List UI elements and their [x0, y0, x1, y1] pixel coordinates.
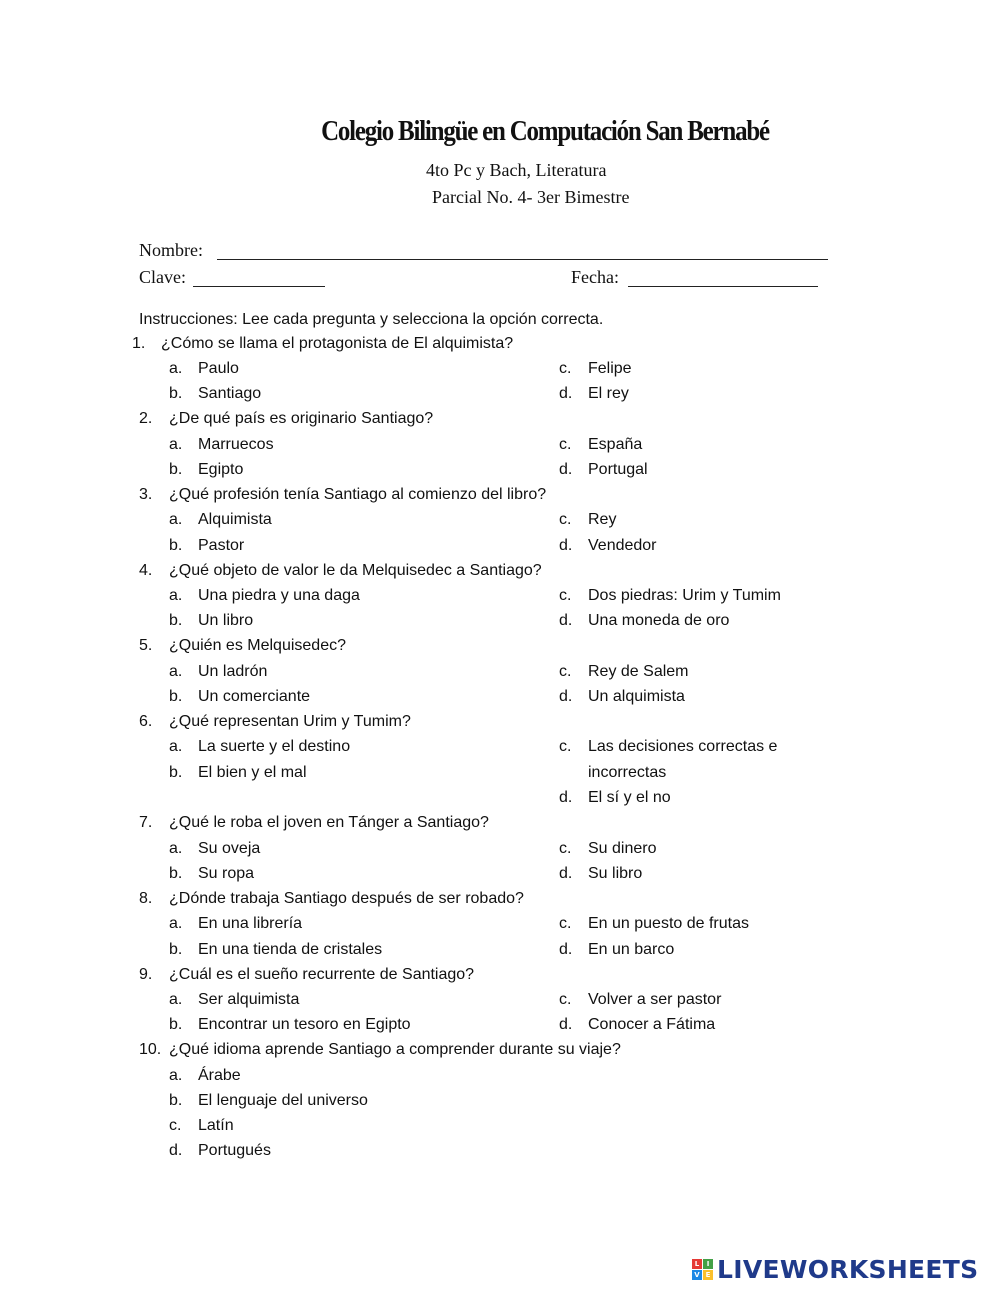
fecha-line[interactable]	[628, 286, 818, 287]
question-number: 6.	[139, 713, 153, 730]
option-b[interactable]: El bien y el mal	[198, 764, 307, 781]
school-title: Colegio Bilingüe en Computación San Bernabé	[321, 115, 769, 147]
course-subtitle: 4to Pc y Bach, Literatura	[426, 160, 607, 180]
question-number: 5.	[139, 637, 153, 654]
option-a[interactable]: Árabe	[198, 1067, 241, 1084]
liveworksheets-logo-icon: L I V E	[692, 1259, 713, 1280]
option-letter: a.	[169, 663, 183, 680]
question-text: ¿Qué representan Urim y Tumim?	[169, 713, 411, 730]
option-d[interactable]: En un barco	[588, 941, 675, 958]
option-letter: a.	[169, 1067, 183, 1084]
option-letter: a.	[169, 436, 183, 453]
option-letter: d.	[169, 1142, 183, 1159]
option-b[interactable]: Un libro	[198, 612, 254, 629]
option-letter: d.	[559, 688, 573, 705]
question-text: ¿Qué profesión tenía Santiago al comienzo del libro?	[169, 486, 547, 503]
option-b[interactable]: Santiago	[198, 385, 262, 402]
option-d[interactable]: El rey	[588, 385, 629, 402]
option-letter: a.	[169, 840, 183, 857]
option-d[interactable]: Portugués	[198, 1142, 271, 1159]
option-letter: d.	[559, 537, 573, 554]
option-b[interactable]: En una tienda de cristales	[198, 941, 383, 958]
option-a[interactable]: Un ladrón	[198, 663, 268, 680]
option-a[interactable]: La suerte y el destino	[198, 738, 351, 755]
question-text: ¿Cuál es el sueño recurrente de Santiago?	[169, 966, 475, 983]
option-a[interactable]: Marruecos	[198, 436, 274, 453]
option-c[interactable]: En un puesto de frutas	[588, 915, 749, 932]
option-letter: d.	[559, 865, 573, 882]
option-letter: a.	[169, 915, 183, 932]
option-letter: b.	[169, 612, 183, 629]
option-d[interactable]: El sí y el no	[588, 789, 671, 806]
option-letter: c.	[559, 436, 572, 453]
option-a[interactable]: Paulo	[198, 360, 239, 377]
question-text: ¿Qué objeto de valor le da Melquisedec a Santiago?	[169, 562, 542, 579]
exam-subtitle: Parcial No. 4- 3er Bimestre	[432, 187, 630, 207]
question-number: 10.	[139, 1041, 162, 1058]
option-letter: c.	[559, 663, 572, 680]
option-letter: a.	[169, 587, 183, 604]
question-number: 7.	[139, 814, 153, 831]
option-d[interactable]: Vendedor	[588, 537, 657, 554]
instructions: Instrucciones: Lee cada pregunta y selecciona la opción correcta.	[139, 311, 604, 328]
name-line[interactable]	[217, 259, 828, 260]
option-letter: d.	[559, 461, 573, 478]
question-text: ¿Dónde trabaja Santiago después de ser robado?	[169, 890, 524, 907]
option-b[interactable]: Su ropa	[198, 865, 255, 882]
option-letter: a.	[169, 360, 183, 377]
option-letter: b.	[169, 1016, 183, 1033]
clave-label: Clave:	[139, 267, 186, 287]
option-letter: c.	[559, 511, 572, 528]
option-letter: b.	[169, 688, 183, 705]
question-number: 8.	[139, 890, 153, 907]
option-letter: d.	[559, 789, 573, 806]
option-c[interactable]: Rey de Salem	[588, 663, 689, 680]
question-number: 1.	[132, 335, 146, 352]
option-letter: b.	[169, 764, 183, 781]
name-label: Nombre:	[139, 240, 203, 260]
option-letter: b.	[169, 461, 183, 478]
option-b[interactable]: Egipto	[198, 461, 244, 478]
option-letter: b.	[169, 941, 183, 958]
option-a[interactable]: En una librería	[198, 915, 303, 932]
option-c[interactable]: Latín	[198, 1117, 234, 1134]
option-d[interactable]: Portugal	[588, 461, 648, 478]
option-d[interactable]: Su libro	[588, 865, 643, 882]
option-letter: c.	[559, 587, 572, 604]
option-a[interactable]: Ser alquimista	[198, 991, 300, 1008]
option-letter: c.	[559, 840, 572, 857]
option-b[interactable]: El lenguaje del universo	[198, 1092, 368, 1109]
option-letter: b.	[169, 1092, 183, 1109]
option-c[interactable]: España	[588, 436, 643, 453]
question-number: 2.	[139, 410, 153, 427]
option-letter: a.	[169, 738, 183, 755]
option-letter: c.	[559, 738, 572, 755]
liveworksheets-logo[interactable]	[692, 1254, 978, 1284]
option-letter: a.	[169, 511, 183, 528]
option-letter: a.	[169, 991, 183, 1008]
fecha-label: Fecha:	[571, 267, 619, 287]
option-letter: c.	[559, 360, 572, 377]
option-c[interactable]: Dos piedras: Urim y Tumim	[588, 587, 781, 604]
option-a[interactable]: Alquimista	[198, 511, 272, 528]
option-letter: d.	[559, 941, 573, 958]
option-letter: b.	[169, 385, 183, 402]
question-text: ¿Qué le roba el joven en Tánger a Santiago?	[169, 814, 489, 831]
option-c-continued[interactable]: incorrectas	[588, 764, 667, 781]
question-text: ¿Cómo se llama el protagonista de El alquimista?	[161, 335, 514, 352]
option-c[interactable]: Volver a ser pastor	[588, 991, 722, 1008]
option-letter: c.	[559, 915, 572, 932]
option-c[interactable]: Su dinero	[588, 840, 657, 857]
option-letter: b.	[169, 537, 183, 554]
question-text: ¿Qué idioma aprende Santiago a comprender durante su viaje?	[169, 1041, 621, 1058]
question-number: 3.	[139, 486, 153, 503]
option-letter: c.	[169, 1117, 182, 1134]
option-c[interactable]: Rey	[588, 511, 617, 528]
liveworksheets-logo-text: LIVEWORKSHEETS	[717, 1254, 979, 1284]
option-b[interactable]: Un comerciante	[198, 688, 311, 705]
question-text: ¿De qué país es originario Santiago?	[169, 410, 434, 427]
option-letter: b.	[169, 865, 183, 882]
option-c[interactable]: Felipe	[588, 360, 632, 377]
option-b[interactable]: Encontrar un tesoro en Egipto	[198, 1016, 411, 1033]
option-letter: d.	[559, 385, 573, 402]
option-b[interactable]: Pastor	[198, 537, 245, 554]
question-number: 4.	[139, 562, 153, 579]
option-d[interactable]: Una moneda de oro	[588, 612, 730, 629]
option-c[interactable]: Las decisiones correctas e	[588, 738, 778, 755]
option-letter: d.	[559, 612, 573, 629]
option-d[interactable]: Un alquimista	[588, 688, 685, 705]
option-a[interactable]: Una piedra y una daga	[198, 587, 360, 604]
option-d[interactable]: Conocer a Fátima	[588, 1016, 716, 1033]
option-letter: d.	[559, 1016, 573, 1033]
option-a[interactable]: Su oveja	[198, 840, 261, 857]
question-text: ¿Quién es Melquisedec?	[169, 637, 346, 654]
clave-line[interactable]	[193, 286, 325, 287]
question-number: 9.	[139, 966, 153, 983]
option-letter: c.	[559, 991, 572, 1008]
